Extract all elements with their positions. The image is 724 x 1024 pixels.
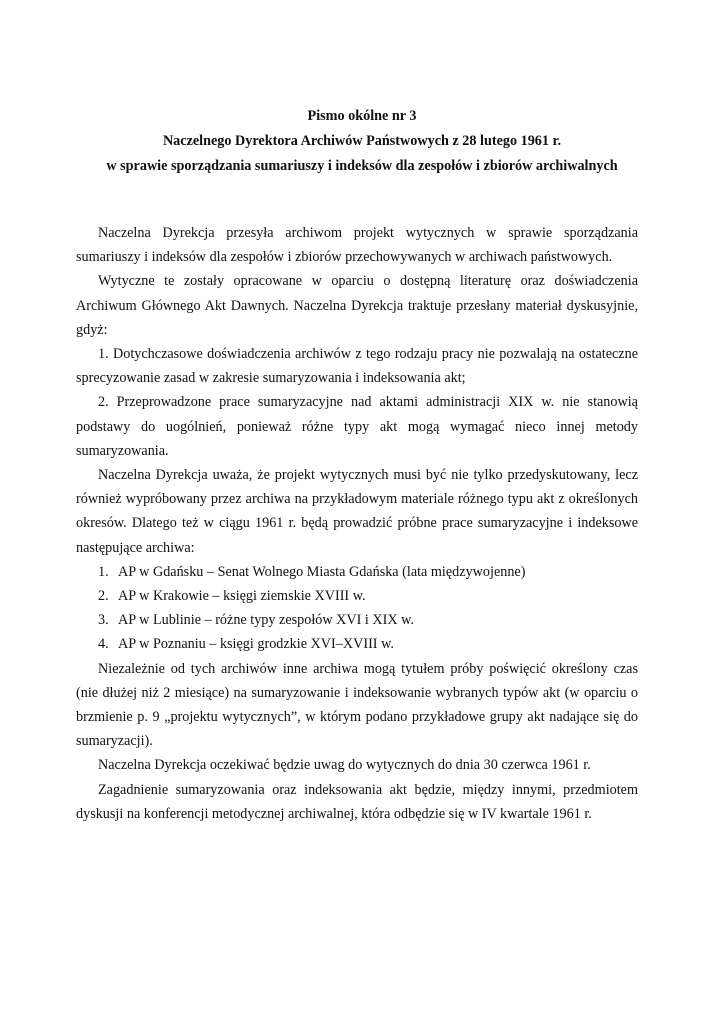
title-line-2: Naczelnego Dyrektora Archiwów Państwowych z 28 lutego 1961 r. [162,133,562,149]
paragraph-deadline: Naczelna Dyrekcja oczekiwać będzie uwag do wytycznych do dnia 30 czerwca 1961 r. [98,757,591,774]
archive-text: AP w Gdańsku – Senat Wolnego Miasta Gdańska (lata międzywojenne) [118,563,526,580]
paragraph-other-archives: Niezależnie od tych archiwów inne archiwa mogą tytułem próby poświęcić określony czas (nie dłużej niż 2 miesiące) na sumaryzowanie i indeksowanie wybranych typów akt (w oparciu o brzmienie p. 9 „projektu wytycznych”, w którym podano przykładowe grupy akt nadające się do sumaryzacji). [76,660,638,750]
paragraph-intro: Naczelna Dyrekcja przesyła archiwom projekt wytycznych w sprawie sporządzania sumariuszy i indeksów dla zespołów i zbiorów przechowywanych w archiwach państwowych. [76,225,638,266]
archive-number: 1. [98,563,109,580]
archive-number: 3. [98,612,109,629]
archive-list-item [76,584,638,608]
paragraph-guidelines: Wytyczne te zostały opracowane w oparciu o dostępną literaturę oraz doświadczenia Archiwum Głównego Akt Dawnych. Naczelna Dyrekcja traktuje przesłany materiał dyskusyjnie, gdyż: [76,273,638,338]
archive-list-item [76,632,638,656]
paragraph-conference: Zagadnienie sumaryzowania oraz indeksowania akt będzie, między innymi, przedmiotem dyskusji na konferencji metodycznej archiwalnej, która odbędzie się w IV kwartale 1961 r. [76,781,638,822]
archive-list-item [76,560,638,584]
document-body [76,221,638,826]
paragraph-point-2: 2. Przeprowadzone prace sumaryzacyjne nad aktami administracji XIX w. nie stanowią podstawy do uogólnień, ponieważ różne typy akt mogą wymagać nieco innej metody sumaryzowania. [76,394,638,459]
archive-text: AP w Lublinie – różne typy zespołów XVI i XIX w. [118,612,415,629]
paragraph-point-1: 1. Dotychczasowe doświadczenia archiwów z tego rodzaju pracy nie pozwalają na ostateczne sprecyzowanie zasad w zakresie sumaryzowania i indeksowania akt; [76,346,638,387]
archive-number: 4. [98,636,109,653]
paragraph-testing: Naczelna Dyrekcja uważa, że projekt wytycznych musi być nie tylko przedyskutowany, lecz również wypróbowany przez archiwa na przykładowym materiale różnego typu akt z określonych okresów. Dlatego też w ciągu 1961 r. będą prowadzić próbne prace sumaryzacyjne i indeksowe następujące archiwa: [76,467,638,556]
document-header [0,104,724,179]
archive-number: 2. [98,588,109,605]
title-line-1: Pismo okólne nr 3 [307,108,417,124]
title-line-3: w sprawie sporządzania sumariuszy i indeksów dla zespołów i zbiorów archiwalnych [106,158,618,174]
archive-text: AP w Krakowie – księgi ziemskie XVIII w. [118,588,366,605]
archive-text: AP w Poznaniu – księgi grodzkie XVI–XVIII w. [118,636,394,653]
archive-list-item [76,608,638,632]
